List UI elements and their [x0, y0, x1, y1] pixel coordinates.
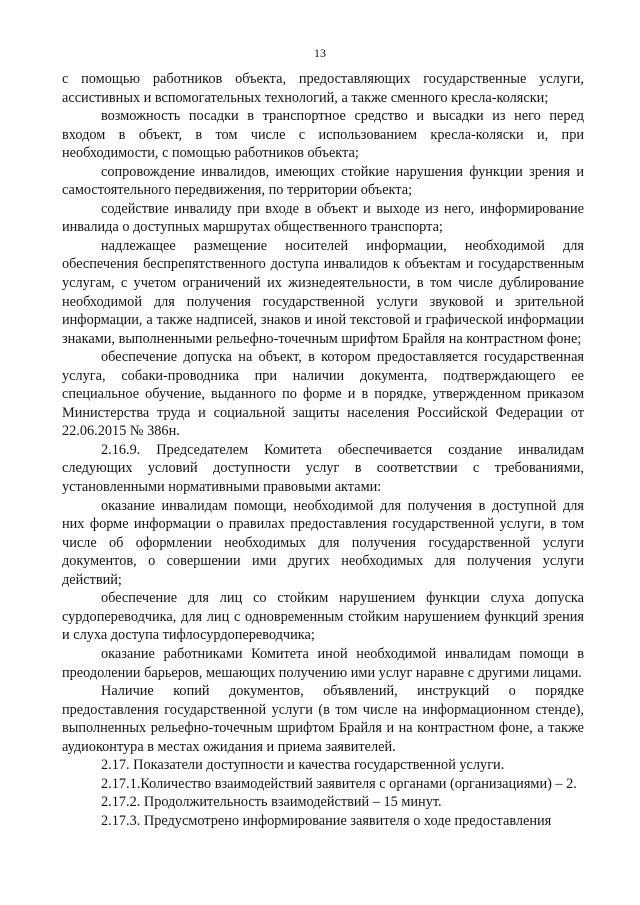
- body-text: [62, 70, 584, 830]
- paragraph: надлежащее размещение носителей информации, необходимой для обеспечения беспрепятственного доступа инвалидов к объектам и государственным услугам, с учетом ограничений их жизнедеятельности, в том числе дублирование необходимой для получения государственной услуги звуковой и зрительной информации, а также надписей, знаков и иной текстовой и графической информации знаками, выполненными рельефно-точечным шрифтом Брайля на контрастном фоне;: [62, 237, 584, 347]
- paragraph: содействие инвалиду при входе в объект и выходе из него, информирование инвалида о доступных маршрутах общественного транспорта;: [62, 200, 584, 236]
- paragraph: 2.17.2. Продолжительность взаимодействий – 15 минут.: [101, 794, 442, 811]
- paragraph: обеспечение для лиц со стойким нарушением функции слуха допуска сурдопереводчика, для лиц с одновременным стойким нарушением функций зрения и слуха доступа тифлосурдопереводчика;: [62, 590, 584, 644]
- paragraph: оказание инвалидам помощи, необходимой для получения в доступной для них форме информации о правилах предоставления государственной услуги, в том числе об оформлении необходимых для получения государственной услуги документов, о совершении ими других необходимых для получения услуги действий;: [62, 497, 584, 588]
- paragraph: 2.17.1.Количество взаимодействий заявителя с органами (организациями) – 2.: [101, 775, 577, 792]
- section-heading: 2.17. Показатели доступности и качества государственной услуги.: [101, 757, 505, 774]
- paragraph: 2.16.9. Председателем Комитета обеспечивается создание инвалидам следующих условий доступности услуг в соответствии с требованиями, установленными нормативными правовыми актами:: [62, 441, 584, 496]
- paragraph: Наличие копий документов, объявлений, инструкций о порядке предоставления государственной услуги (в том числе на информационном стенде), выполненных рельефно-точечным шрифтом Брайля и на контрастном фоне, а также аудиоконтура в местах ожидания и приема заявителей.: [62, 683, 584, 755]
- page-number: 13: [314, 46, 326, 60]
- paragraph: сопровождение инвалидов, имеющих стойкие нарушения функции зрения и самостоятельного передвижения, по территории объекта;: [62, 163, 584, 199]
- paragraph: возможность посадки в транспортное средство и высадки из него перед входом в объект, в том числе с использованием кресла-коляски и, при необходимости, с помощью работников объекта;: [62, 108, 584, 162]
- paragraph: обеспечение допуска на объект, в котором предоставляется государственная услуга, собаки-проводника при наличии документа, подтверждающего ее специальное обучение, выданного по форме и в порядке, утвержденном приказом Министерства труда и социальной защиты населения Российской Федерации от 22.06.2015 № 386н.: [62, 349, 584, 440]
- paragraph: 2.17.3. Предусмотрено информирование заявителя о ходе предоставления: [101, 812, 552, 829]
- paragraph: оказание работниками Комитета иной необходимой инвалидам помощи в преодолении барьеров, мешающих получению ими услуг наравне с другими лицами.: [62, 645, 584, 681]
- paragraph: с помощью работников объекта, предоставляющих государственные услуги, ассистивных и вспомогательных технологий, а также сменного кресла-коляски;: [62, 71, 584, 106]
